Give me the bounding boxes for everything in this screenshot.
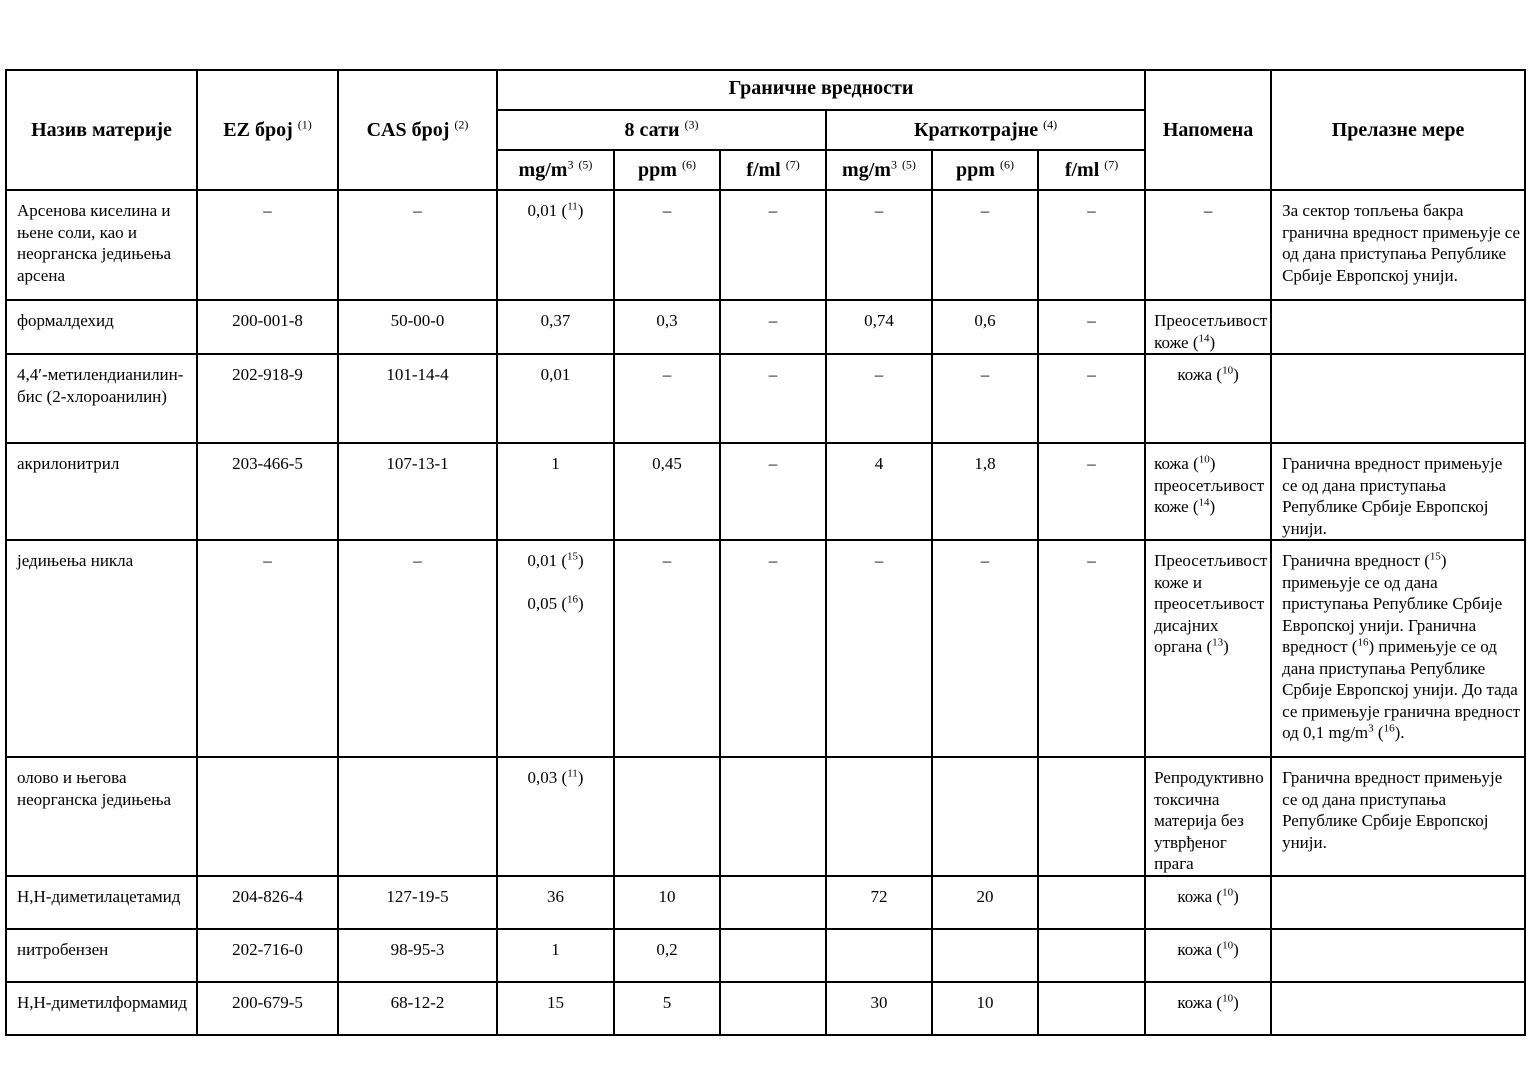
cell-8h-fml: – (720, 354, 826, 443)
cell-8h-mg: 0,01 (497, 354, 614, 443)
cell-note: кожа ($^{10}$) преосетљивост коже ($^{14}$) (1145, 443, 1271, 540)
header-short-f-ml: f/ml $^{(7)}$ (1038, 150, 1145, 190)
table-row (6, 982, 1525, 1035)
cell-short-mg (826, 757, 932, 876)
exposure-limits-table (5, 69, 1526, 1036)
header-short-ppm: ppm $^{(6)}$ (932, 150, 1038, 190)
cell-short-ppm (932, 929, 1038, 982)
cell-cas: 101-14-4 (338, 354, 497, 443)
cell-transition: За сектор топљења бакра гранична вредност примењује се од дана приступања Републике Србије Европској унији. (1271, 190, 1525, 300)
cell-8h-mg: 0,37 (497, 300, 614, 354)
cell-8h-fml: – (720, 540, 826, 757)
table-row (6, 190, 1525, 300)
cell-short-mg: – (826, 190, 932, 300)
cell-note: кожа ($^{10}$) (1145, 982, 1271, 1035)
cell-8h-fml: – (720, 300, 826, 354)
table-row (6, 354, 1525, 443)
cell-ez: 200-001-8 (197, 300, 338, 354)
cell-transition: Гранична вредност примењује се од дана приступања Републике Србије Европској унији. (1271, 757, 1525, 876)
cell-transition (1271, 354, 1525, 443)
header-transition-measures: Прелазне мере (1271, 70, 1525, 190)
cell-short-ppm: 10 (932, 982, 1038, 1035)
cell-ez: – (197, 540, 338, 757)
cell-short-mg: 4 (826, 443, 932, 540)
cell-8h-fml (720, 876, 826, 929)
cell-8h-mg: 15 (497, 982, 614, 1035)
cell-note: кожа ($^{10}$) (1145, 354, 1271, 443)
cell-8h-fml: – (720, 443, 826, 540)
cell-8h-mg: 1 (497, 443, 614, 540)
header-short-mg-m3: $mg/m^3$ $^{(5)}$ (826, 150, 932, 190)
cell-short-fml (1038, 757, 1145, 876)
table-row (6, 757, 1525, 876)
cell-short-fml: – (1038, 540, 1145, 757)
cell-substance: акрилонитрил (6, 443, 197, 540)
cell-8h-mg: 0,03 ($^{11}$) (497, 757, 614, 876)
cell-8h-mg: 0,01 ($^{15}$) 0,05 ($^{16}$) (497, 540, 614, 757)
cell-substance: Арсенова киселина и њене соли, као и неорганска једињења арсена (6, 190, 197, 300)
cell-transition (1271, 876, 1525, 929)
cell-substance: 4,4′-метилендианилин-бис (2-хлороанилин) (6, 354, 197, 443)
cell-ez: 204-826-4 (197, 876, 338, 929)
cell-8h-mg: 0,01 ($^{11}$) (497, 190, 614, 300)
cell-cas: – (338, 540, 497, 757)
cell-short-fml: – (1038, 300, 1145, 354)
cell-cas (338, 757, 497, 876)
cell-transition: Гранична вредност примењује се од дана приступања Републике Србије Европској унији. (1271, 443, 1525, 540)
cell-note: Преосетљивост коже и преосетљивост дисајних органа ($^{13}$) (1145, 540, 1271, 757)
cell-note: Преосетљивост коже ($^{14}$) (1145, 300, 1271, 354)
cell-substance: олово и његова неорганска једињења (6, 757, 197, 876)
cell-short-mg (826, 929, 932, 982)
cell-8h-ppm: 5 (614, 982, 720, 1035)
table-row (6, 876, 1525, 929)
cell-substance: једињења никла (6, 540, 197, 757)
cell-short-fml (1038, 929, 1145, 982)
cell-transition (1271, 982, 1525, 1035)
cell-8h-ppm: 0,2 (614, 929, 720, 982)
header-ez-number: EZ број $^{(1)}$ (197, 70, 338, 190)
cell-8h-ppm (614, 757, 720, 876)
cell-8h-ppm: 10 (614, 876, 720, 929)
cell-cas: 127-19-5 (338, 876, 497, 929)
cell-short-fml (1038, 876, 1145, 929)
cell-short-ppm: – (932, 540, 1038, 757)
cell-note: Репродуктивно токсична материја без утврђеног прага (1145, 757, 1271, 876)
cell-8h-fml (720, 757, 826, 876)
header-8h-f-ml: f/ml $^{(7)}$ (720, 150, 826, 190)
header-8-hours: 8 сати $^{(3)}$ (497, 110, 826, 150)
cell-short-mg: – (826, 354, 932, 443)
header-8h-mg-m3: $mg/m^3$ $^{(5)}$ (497, 150, 614, 190)
cell-transition (1271, 929, 1525, 982)
cell-8h-ppm: – (614, 540, 720, 757)
header-8h-ppm: ppm $^{(6)}$ (614, 150, 720, 190)
cell-short-ppm: – (932, 190, 1038, 300)
cell-short-fml (1038, 982, 1145, 1035)
header-cas-number: CAS број $^{(2)}$ (338, 70, 497, 190)
header-short-term: Краткотрајне $^{(4)}$ (826, 110, 1145, 150)
table-row (6, 540, 1525, 757)
cell-8h-ppm: 0,45 (614, 443, 720, 540)
cell-8h-mg: 36 (497, 876, 614, 929)
cell-short-fml: – (1038, 190, 1145, 300)
header-row-1 (6, 70, 1525, 110)
cell-short-fml: – (1038, 354, 1145, 443)
cell-ez: 202-716-0 (197, 929, 338, 982)
cell-cas: 50-00-0 (338, 300, 497, 354)
cell-transition (1271, 300, 1525, 354)
cell-8h-ppm: – (614, 190, 720, 300)
cell-8h-ppm: 0,3 (614, 300, 720, 354)
cell-note: кожа ($^{10}$) (1145, 929, 1271, 982)
cell-ez (197, 757, 338, 876)
cell-ez: 200-679-5 (197, 982, 338, 1035)
cell-ez: 202-918-9 (197, 354, 338, 443)
table-row (6, 929, 1525, 982)
cell-substance: Н,Н-диметилацетамид (6, 876, 197, 929)
cell-short-mg: 30 (826, 982, 932, 1035)
cell-transition: Гранична вредност ($^{15}$) примењује се од дана приступања Републике Србије Европској унији. Гранична вредност ($^{16}$) примењује се од дана приступања Републике Србије Европској унији. До тада се примењује гранична вредност од 0,1 $mg/m^3$ ($^{16}$). (1271, 540, 1525, 757)
header-note: Напомена (1145, 70, 1271, 190)
cell-substance: формалдехид (6, 300, 197, 354)
cell-cas: – (338, 190, 497, 300)
cell-short-ppm: 20 (932, 876, 1038, 929)
cell-note: кожа ($^{10}$) (1145, 876, 1271, 929)
cell-8h-ppm: – (614, 354, 720, 443)
cell-short-mg: 0,74 (826, 300, 932, 354)
cell-short-ppm: 0,6 (932, 300, 1038, 354)
cell-cas: 107-13-1 (338, 443, 497, 540)
cell-short-mg: – (826, 540, 932, 757)
cell-short-ppm: 1,8 (932, 443, 1038, 540)
header-limit-values: Граничне вредности (497, 70, 1145, 110)
cell-short-ppm (932, 757, 1038, 876)
cell-cas: 98-95-3 (338, 929, 497, 982)
header-substance-name: Назив материје (6, 70, 197, 190)
table-row (6, 300, 1525, 354)
cell-8h-mg: 1 (497, 929, 614, 982)
cell-ez: – (197, 190, 338, 300)
cell-short-fml: – (1038, 443, 1145, 540)
cell-8h-fml (720, 929, 826, 982)
cell-cas: 68-12-2 (338, 982, 497, 1035)
cell-8h-fml (720, 982, 826, 1035)
cell-short-ppm: – (932, 354, 1038, 443)
cell-substance: нитробензен (6, 929, 197, 982)
table-row (6, 443, 1525, 540)
cell-8h-fml: – (720, 190, 826, 300)
cell-short-mg: 72 (826, 876, 932, 929)
cell-note: – (1145, 190, 1271, 300)
cell-substance: Н,Н-диметилформамид (6, 982, 197, 1035)
cell-ez: 203-466-5 (197, 443, 338, 540)
